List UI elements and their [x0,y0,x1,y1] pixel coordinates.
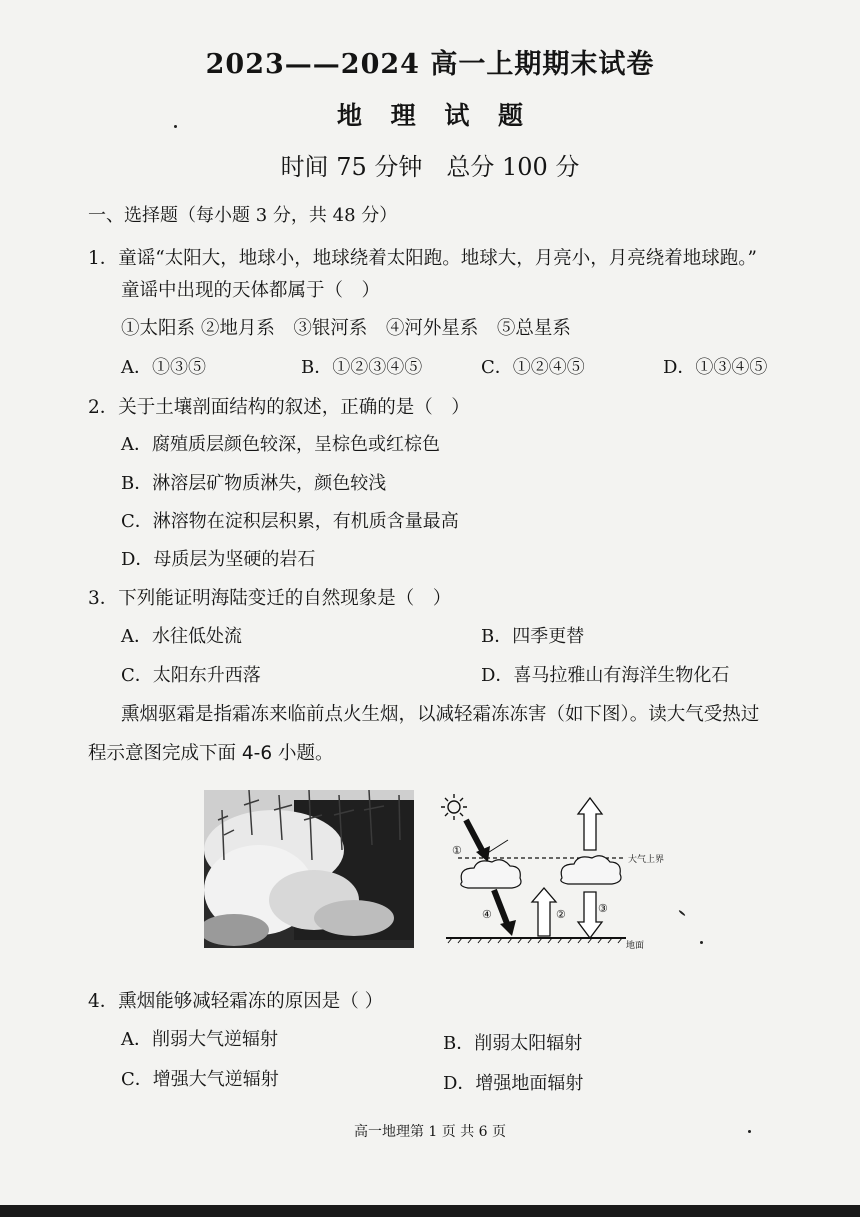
q2-option-d[interactable]: D．母质层为坚硬的岩石 [121,549,316,570]
scan-speck [174,125,177,128]
q2-option-a[interactable]: A．腐殖质层颜色较深，呈棕色或红棕色 [121,434,440,455]
atmosphere-heating-diagram [438,790,698,950]
exam-title: 2023——2024 高一上期期末试卷 [205,49,655,80]
q1-stem-line1: 1．童谣“太阳大，地球小，地球绕着太阳跑。地球大，月亮小，月亮绕着地球跑。” [88,248,757,269]
q1-items: ①太阳系 ②地月系 ③银河系 ④河外星系 ⑤总星系 [121,318,571,339]
q4-option-a[interactable]: A．削弱大气逆辐射 [121,1029,278,1050]
time-score: 时间 75 分钟 总分 100 分 [280,153,580,181]
q4-option-b[interactable]: B．削弱太阳辐射 [443,1033,583,1054]
q4-stem: 4．熏烟能够减轻霜冻的原因是（ ） [88,991,384,1012]
q3-stem: 3．下列能证明海陆变迁的自然现象是（ ） [88,588,452,609]
q1-option-c[interactable]: C．①②④⑤ [481,357,585,378]
q1-option-a[interactable]: A．①③⑤ [121,357,206,378]
sun-icon [441,794,467,820]
page-footer: 高一地理第 1 页 共 6 页 [353,1124,507,1140]
ground-label: 地面 [626,941,645,950]
q4-option-d[interactable]: D．增强地面辐射 [443,1073,584,1094]
q4-option-c[interactable]: C．增强大气逆辐射 [121,1069,279,1090]
q3-option-a[interactable]: A．水往低处流 [121,626,242,647]
q3-option-b[interactable]: B．四季更替 [481,626,585,647]
scan-speck [748,1130,751,1133]
passage-line2: 程示意图完成下面 4-6 小题。 [88,743,334,764]
scan-edge-shadow [0,1205,860,1217]
q1-option-b[interactable]: B．①②③④⑤ [301,357,423,378]
q1-stem-line2: 童谣中出现的天体都属于（ ） [121,280,381,301]
label-4: ④ [482,908,492,921]
smoke-orchard-photo [204,790,414,948]
section-title: 一、选择题（每小题 3 分，共 48 分） [88,205,398,226]
q3-option-c[interactable]: C．太阳东升西落 [121,665,261,686]
atmosphere-top-label: 大气上界 [628,855,665,865]
q1-option-d[interactable]: D．①③④⑤ [663,357,768,378]
label-2: ② [556,908,566,921]
scan-speck [700,941,703,944]
passage-line1: 熏烟驱霜是指霜冻来临前点火生烟，以减轻霜冻冻害（如下图）。读大气受热过 [121,704,760,725]
q2-stem: 2．关于土壤剖面结构的叙述，正确的是（ ） [88,397,470,418]
q2-option-b[interactable]: B．淋溶层矿物质淋失，颜色较浅 [121,473,387,494]
label-1: ① [452,844,462,857]
q3-option-d[interactable]: D．喜马拉雅山有海洋生物化石 [481,665,730,686]
q2-option-c[interactable]: C．淋溶物在淀积层积累，有机质含量最高 [121,511,459,532]
subject-title: 地 理 试 题 [336,101,524,130]
label-3: ③ [598,902,608,915]
